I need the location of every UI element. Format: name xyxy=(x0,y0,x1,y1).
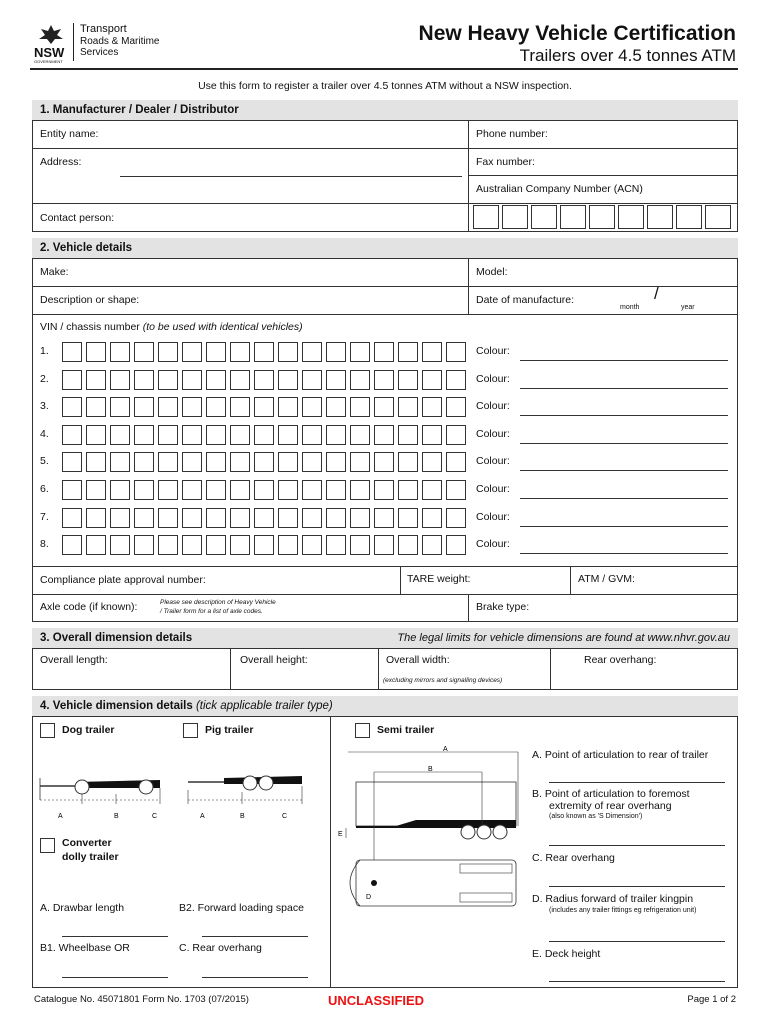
vin-character-box[interactable] xyxy=(182,397,202,417)
vin-character-box[interactable] xyxy=(158,425,178,445)
entity-name-label: Entity name: xyxy=(40,128,99,140)
vin-character-box[interactable] xyxy=(350,535,370,555)
vin-character-box[interactable] xyxy=(422,452,442,472)
vin-character-box[interactable] xyxy=(206,508,226,528)
waratah-icon xyxy=(37,23,65,45)
vin-character-box[interactable] xyxy=(134,370,154,390)
rear-overhang-dolly-line[interactable] xyxy=(202,977,308,978)
vin-character-box[interactable] xyxy=(278,480,298,500)
vin-character-box[interactable] xyxy=(446,535,466,555)
vin-character-box[interactable] xyxy=(398,508,418,528)
vin-character-box[interactable] xyxy=(254,452,274,472)
acn-digit-box[interactable] xyxy=(647,205,673,229)
semi-trailer-diagram xyxy=(336,742,526,912)
vin-character-box[interactable] xyxy=(158,397,178,417)
vin-character-box[interactable] xyxy=(350,397,370,417)
vin-character-box[interactable] xyxy=(158,535,178,555)
vin-character-box[interactable] xyxy=(182,535,202,555)
dog-trailer-label: Dog trailer xyxy=(62,724,115,736)
colour-line[interactable] xyxy=(520,415,728,416)
vin-character-box[interactable] xyxy=(206,397,226,417)
dog-trailer-diagram xyxy=(36,770,166,822)
vin-character-box[interactable] xyxy=(302,370,322,390)
fax-label: Fax number: xyxy=(476,156,535,168)
semi-diagram-label-b: B xyxy=(428,766,433,773)
converter-dolly-checkbox[interactable] xyxy=(40,838,55,853)
rear-overhang-dolly-label: C. Rear overhang xyxy=(179,942,262,954)
vin-character-box[interactable] xyxy=(62,480,82,500)
axle-note-line2: / Trailer form for a list of axle codes. xyxy=(160,608,263,615)
catalogue-number: Catalogue No. 45071801 Form No. 1703 (07/2015) xyxy=(34,994,249,1005)
semi-diagram-label-e: E xyxy=(338,831,343,838)
vin-character-box[interactable] xyxy=(206,452,226,472)
vin-character-box[interactable] xyxy=(278,425,298,445)
vin-character-box[interactable] xyxy=(350,480,370,500)
vin-character-box[interactable] xyxy=(86,342,106,362)
description-label: Description or shape: xyxy=(40,294,140,306)
vin-character-box[interactable] xyxy=(350,508,370,528)
vin-character-box[interactable] xyxy=(182,425,202,445)
vin-row-number: 2. xyxy=(40,372,49,385)
vin-character-box[interactable] xyxy=(182,480,202,500)
vin-character-box[interactable] xyxy=(62,452,82,472)
vin-character-box[interactable] xyxy=(86,480,106,500)
vin-character-box[interactable] xyxy=(398,452,418,472)
vin-character-box[interactable] xyxy=(254,480,274,500)
vin-character-box[interactable] xyxy=(422,397,442,417)
colour-label: Colour: xyxy=(476,345,510,357)
vin-character-box[interactable] xyxy=(110,480,130,500)
vin-character-box[interactable] xyxy=(350,425,370,445)
vin-character-box[interactable] xyxy=(326,480,346,500)
semi-d-label: D. Radius forward of trailer kingpin xyxy=(532,893,694,905)
acn-label: Australian Company Number (ACN) xyxy=(476,183,643,195)
overall-height-label: Overall height: xyxy=(240,654,308,666)
vin-character-box[interactable] xyxy=(374,480,394,500)
vin-character-box[interactable] xyxy=(158,342,178,362)
vin-character-box[interactable] xyxy=(374,370,394,390)
vin-character-box[interactable] xyxy=(158,452,178,472)
vin-character-box[interactable] xyxy=(374,452,394,472)
acn-digit-box[interactable] xyxy=(531,205,557,229)
vin-character-box[interactable] xyxy=(326,508,346,528)
colour-label: Colour: xyxy=(476,483,510,495)
vin-character-box[interactable] xyxy=(278,508,298,528)
vin-character-box[interactable] xyxy=(326,425,346,445)
vin-character-box[interactable] xyxy=(446,342,466,362)
semi-trailer-label: Semi trailer xyxy=(377,724,435,736)
vin-character-box[interactable] xyxy=(326,535,346,555)
vin-character-box[interactable] xyxy=(446,370,466,390)
pig-diagram-label-a: A xyxy=(200,813,205,820)
colour-label: Colour: xyxy=(476,455,510,468)
vin-character-box[interactable] xyxy=(422,370,442,390)
semi-b-line[interactable] xyxy=(549,845,725,846)
vin-character-box[interactable] xyxy=(86,508,106,528)
semi-e-label: E. Deck height xyxy=(532,948,601,960)
logo-agency-line3: Services xyxy=(80,47,119,58)
vin-character-box[interactable] xyxy=(62,397,82,417)
acn-boxes xyxy=(473,205,735,229)
pig-trailer-label: Pig trailer xyxy=(205,724,254,736)
converter-label-line1: Converter xyxy=(62,837,112,849)
vin-character-box[interactable] xyxy=(206,370,226,390)
vin-character-box[interactable] xyxy=(110,535,130,555)
page-title: New Heavy Vehicle Certification xyxy=(418,22,736,45)
vin-character-box[interactable] xyxy=(86,535,106,555)
legal-limits-note: The legal limits for vehicle dimensions are found at www.nhvr.gov.au xyxy=(397,632,730,644)
vin-character-box[interactable] xyxy=(254,397,274,417)
colour-label: Colour: xyxy=(476,538,510,551)
page-subtitle: Trailers over 4.5 tonnes ATM xyxy=(519,46,736,65)
vin-row-number: 7. xyxy=(40,510,49,523)
vin-character-box[interactable] xyxy=(374,342,394,362)
vin-character-box[interactable] xyxy=(134,425,154,445)
vin-label: VIN / chassis number (to be used with identical vehicles) xyxy=(40,321,303,333)
converter-label-line2: dolly trailer xyxy=(62,851,119,863)
vin-character-box[interactable] xyxy=(446,397,466,417)
logo-state: NSW xyxy=(34,45,65,60)
vin-character-box[interactable] xyxy=(134,535,154,555)
vin-character-box[interactable] xyxy=(206,535,226,555)
colour-line[interactable] xyxy=(520,553,728,554)
semi-b-label-line2: extremity of rear overhang xyxy=(549,800,672,812)
logo-divider xyxy=(73,23,74,61)
vin-character-box[interactable] xyxy=(158,508,178,528)
vin-character-box[interactable] xyxy=(254,342,274,362)
axle-code-label: Axle code (if known): xyxy=(40,601,138,613)
acn-digit-box[interactable] xyxy=(589,205,615,229)
classification-label: UNCLASSIFIED xyxy=(328,993,425,1008)
vin-character-box[interactable] xyxy=(110,342,130,362)
dog-diagram-label-a: A xyxy=(58,813,63,820)
vin-character-box[interactable] xyxy=(278,370,298,390)
vin-character-box[interactable] xyxy=(230,508,250,528)
vin-character-box[interactable] xyxy=(374,535,394,555)
vin-character-box[interactable] xyxy=(422,342,442,362)
width-note: (excluding mirrors and signalling devices) xyxy=(383,677,503,684)
vin-character-box[interactable] xyxy=(446,480,466,500)
semi-d-line[interactable] xyxy=(549,941,725,942)
vin-character-box[interactable] xyxy=(62,425,82,445)
vin-character-box[interactable] xyxy=(278,342,298,362)
page-number: Page 1 of 2 xyxy=(687,994,736,1005)
vin-character-box[interactable] xyxy=(86,452,106,472)
vin-character-box[interactable] xyxy=(374,425,394,445)
atm-label: ATM / GVM: xyxy=(578,573,635,585)
colour-label: Colour: xyxy=(476,510,510,523)
dog-diagram-label-b: B xyxy=(114,813,119,820)
address-label: Address: xyxy=(40,156,82,168)
colour-label: Colour: xyxy=(476,372,510,385)
vin-character-box[interactable] xyxy=(110,508,130,528)
intro-text: Use this form to register a trailer over 4.5 tonnes ATM without a NSW inspection. xyxy=(198,80,572,92)
vin-character-box[interactable] xyxy=(230,452,250,472)
forward-loading-space-label: B2. Forward loading space xyxy=(179,902,304,914)
acn-digit-box[interactable] xyxy=(560,205,586,229)
vin-character-box[interactable] xyxy=(86,397,106,417)
vin-character-box[interactable] xyxy=(326,370,346,390)
vin-character-box[interactable] xyxy=(254,370,274,390)
semi-c-label: C. Rear overhang xyxy=(532,852,615,864)
vin-character-box[interactable] xyxy=(278,452,298,472)
colour-label: Colour: xyxy=(476,427,510,440)
date-slash: / xyxy=(654,284,659,303)
vin-character-box[interactable] xyxy=(326,397,346,417)
vin-row-number: 4. xyxy=(40,427,49,440)
colour-line[interactable] xyxy=(520,360,728,361)
pig-diagram-label-b: B xyxy=(240,813,245,820)
vin-character-box[interactable] xyxy=(134,508,154,528)
semi-diagram-label-a: A xyxy=(443,746,448,753)
semi-e-line[interactable] xyxy=(549,981,725,982)
vin-character-box[interactable] xyxy=(230,397,250,417)
drawbar-length-label: A. Drawbar length xyxy=(40,902,125,914)
logo-agency-line1: Transport xyxy=(80,23,127,35)
vin-character-box[interactable] xyxy=(182,370,202,390)
semi-c-line[interactable] xyxy=(549,886,725,887)
vin-character-box[interactable] xyxy=(62,370,82,390)
vin-character-box[interactable] xyxy=(446,425,466,445)
acn-digit-box[interactable] xyxy=(618,205,644,229)
wheelbase-label: B1. Wheelbase OR xyxy=(40,942,130,954)
vin-character-box[interactable] xyxy=(302,342,322,362)
semi-trailer-checkbox[interactable] xyxy=(355,723,370,738)
vin-row-number: 5. xyxy=(40,455,49,468)
vin-character-box[interactable] xyxy=(86,370,106,390)
vin-row-number: 6. xyxy=(40,483,49,495)
vin-character-box[interactable] xyxy=(158,480,178,500)
vin-character-box[interactable] xyxy=(182,342,202,362)
agency-logo xyxy=(30,17,190,63)
phone-label: Phone number: xyxy=(476,128,548,140)
vin-character-box[interactable] xyxy=(206,480,226,500)
tare-label: TARE weight: xyxy=(407,573,471,585)
vin-character-box[interactable] xyxy=(62,535,82,555)
vin-character-box[interactable] xyxy=(254,425,274,445)
vin-character-box[interactable] xyxy=(422,535,442,555)
vin-character-box[interactable] xyxy=(374,397,394,417)
vin-character-box[interactable] xyxy=(110,452,130,472)
section1-heading: 1. Manufacturer / Dealer / Distributor xyxy=(32,100,738,120)
overall-width-label: Overall width: xyxy=(386,654,450,666)
vin-character-box[interactable] xyxy=(422,425,442,445)
section3-heading: 3. Overall dimension details The legal limits for vehicle dimensions are found at www.nhvr.gov.au xyxy=(32,628,738,648)
vin-character-box[interactable] xyxy=(86,425,106,445)
semi-a-label: A. Point of articulation to rear of trailer xyxy=(532,749,709,761)
acn-digit-box[interactable] xyxy=(676,205,702,229)
vin-row-number: 8. xyxy=(40,538,49,551)
semi-diagram-label-d: D xyxy=(366,894,372,901)
vin-character-box[interactable] xyxy=(206,425,226,445)
month-label: month xyxy=(620,304,640,311)
semi-a-line[interactable] xyxy=(549,782,725,783)
vin-character-box[interactable] xyxy=(398,535,418,555)
address-line[interactable] xyxy=(120,176,462,177)
vin-character-box[interactable] xyxy=(62,342,82,362)
vin-character-box[interactable] xyxy=(350,342,370,362)
vin-character-box[interactable] xyxy=(110,397,130,417)
vin-character-box[interactable] xyxy=(230,425,250,445)
contact-label: Contact person: xyxy=(40,212,115,224)
vin-character-box[interactable] xyxy=(182,508,202,528)
vin-character-box[interactable] xyxy=(422,480,442,500)
section2-heading: 2. Vehicle details xyxy=(32,238,738,258)
acn-digit-box[interactable] xyxy=(705,205,731,229)
vin-row-number: 1. xyxy=(40,345,49,357)
vin-character-box[interactable] xyxy=(398,425,418,445)
vin-character-box[interactable] xyxy=(230,535,250,555)
vin-character-box[interactable] xyxy=(446,452,466,472)
acn-digit-box[interactable] xyxy=(473,205,499,229)
semi-d-note: (includes any trailer fittings eg refrigeration unit) xyxy=(549,907,697,914)
forward-loading-line[interactable] xyxy=(202,936,308,937)
vin-character-box[interactable] xyxy=(110,425,130,445)
vin-character-box[interactable] xyxy=(230,342,250,362)
vin-character-box[interactable] xyxy=(302,425,322,445)
rear-overhang-label: Rear overhang: xyxy=(584,654,657,666)
semi-b-note: (also known as 'S Dimension') xyxy=(549,813,643,820)
vin-row-number: 3. xyxy=(40,400,49,413)
vin-character-box[interactable] xyxy=(398,397,418,417)
vin-character-box[interactable] xyxy=(302,508,322,528)
colour-line[interactable] xyxy=(520,470,728,471)
vin-character-box[interactable] xyxy=(134,480,154,500)
section4-heading: 4. Vehicle dimension details (tick applicable trailer type) xyxy=(32,696,738,716)
semi-b-label-line1: B. Point of articulation to foremost xyxy=(532,788,690,800)
dog-trailer-checkbox[interactable] xyxy=(40,723,55,738)
colour-label: Colour: xyxy=(476,400,510,413)
vin-character-box[interactable] xyxy=(422,508,442,528)
brake-type-label: Brake type: xyxy=(476,601,530,613)
colour-line[interactable] xyxy=(520,388,728,389)
vin-character-box[interactable] xyxy=(110,370,130,390)
vin-character-box[interactable] xyxy=(134,397,154,417)
vin-character-box[interactable] xyxy=(254,535,274,555)
vin-character-box[interactable] xyxy=(254,508,274,528)
pig-diagram-label-c: C xyxy=(282,813,288,820)
vin-character-box[interactable] xyxy=(398,370,418,390)
acn-digit-box[interactable] xyxy=(502,205,528,229)
dog-diagram-label-c: C xyxy=(152,813,158,820)
compliance-label: Compliance plate approval number: xyxy=(40,574,206,586)
vin-character-box[interactable] xyxy=(206,342,226,362)
vin-character-box[interactable] xyxy=(302,397,322,417)
overall-length-label: Overall length: xyxy=(40,654,108,666)
vin-character-box[interactable] xyxy=(134,342,154,362)
vin-character-box[interactable] xyxy=(230,370,250,390)
logo-gov: GOVERNMENT xyxy=(34,59,63,64)
vin-character-box[interactable] xyxy=(278,535,298,555)
vin-character-box[interactable] xyxy=(446,508,466,528)
vin-character-box[interactable] xyxy=(134,452,154,472)
vin-character-box[interactable] xyxy=(374,508,394,528)
vin-character-box[interactable] xyxy=(302,452,322,472)
wheelbase-line[interactable] xyxy=(62,977,168,978)
vin-character-box[interactable] xyxy=(278,397,298,417)
vin-character-box[interactable] xyxy=(398,342,418,362)
year-label: year xyxy=(681,304,695,311)
vin-character-box[interactable] xyxy=(398,480,418,500)
vin-character-box[interactable] xyxy=(62,508,82,528)
pig-trailer-diagram xyxy=(180,770,310,822)
header-rule xyxy=(30,68,738,70)
drawbar-length-line[interactable] xyxy=(62,936,168,937)
logo-agency-line2: Roads & Maritime xyxy=(80,36,160,47)
vin-character-box[interactable] xyxy=(182,452,202,472)
make-label: Make: xyxy=(40,266,69,278)
vin-character-box[interactable] xyxy=(326,342,346,362)
colour-line[interactable] xyxy=(520,443,728,444)
vin-character-box[interactable] xyxy=(302,535,322,555)
colour-line[interactable] xyxy=(520,526,728,527)
axle-note-line1: Please see description of Heavy Vehicle xyxy=(160,599,276,606)
pig-trailer-checkbox[interactable] xyxy=(183,723,198,738)
colour-line[interactable] xyxy=(520,498,728,499)
date-of-manufacture-label: Date of manufacture: xyxy=(476,294,575,306)
model-label: Model: xyxy=(476,266,508,278)
vin-character-box[interactable] xyxy=(302,480,322,500)
vin-character-box[interactable] xyxy=(350,452,370,472)
vin-character-box[interactable] xyxy=(350,370,370,390)
vin-character-box[interactable] xyxy=(230,480,250,500)
vin-character-box[interactable] xyxy=(326,452,346,472)
vin-character-box[interactable] xyxy=(158,370,178,390)
